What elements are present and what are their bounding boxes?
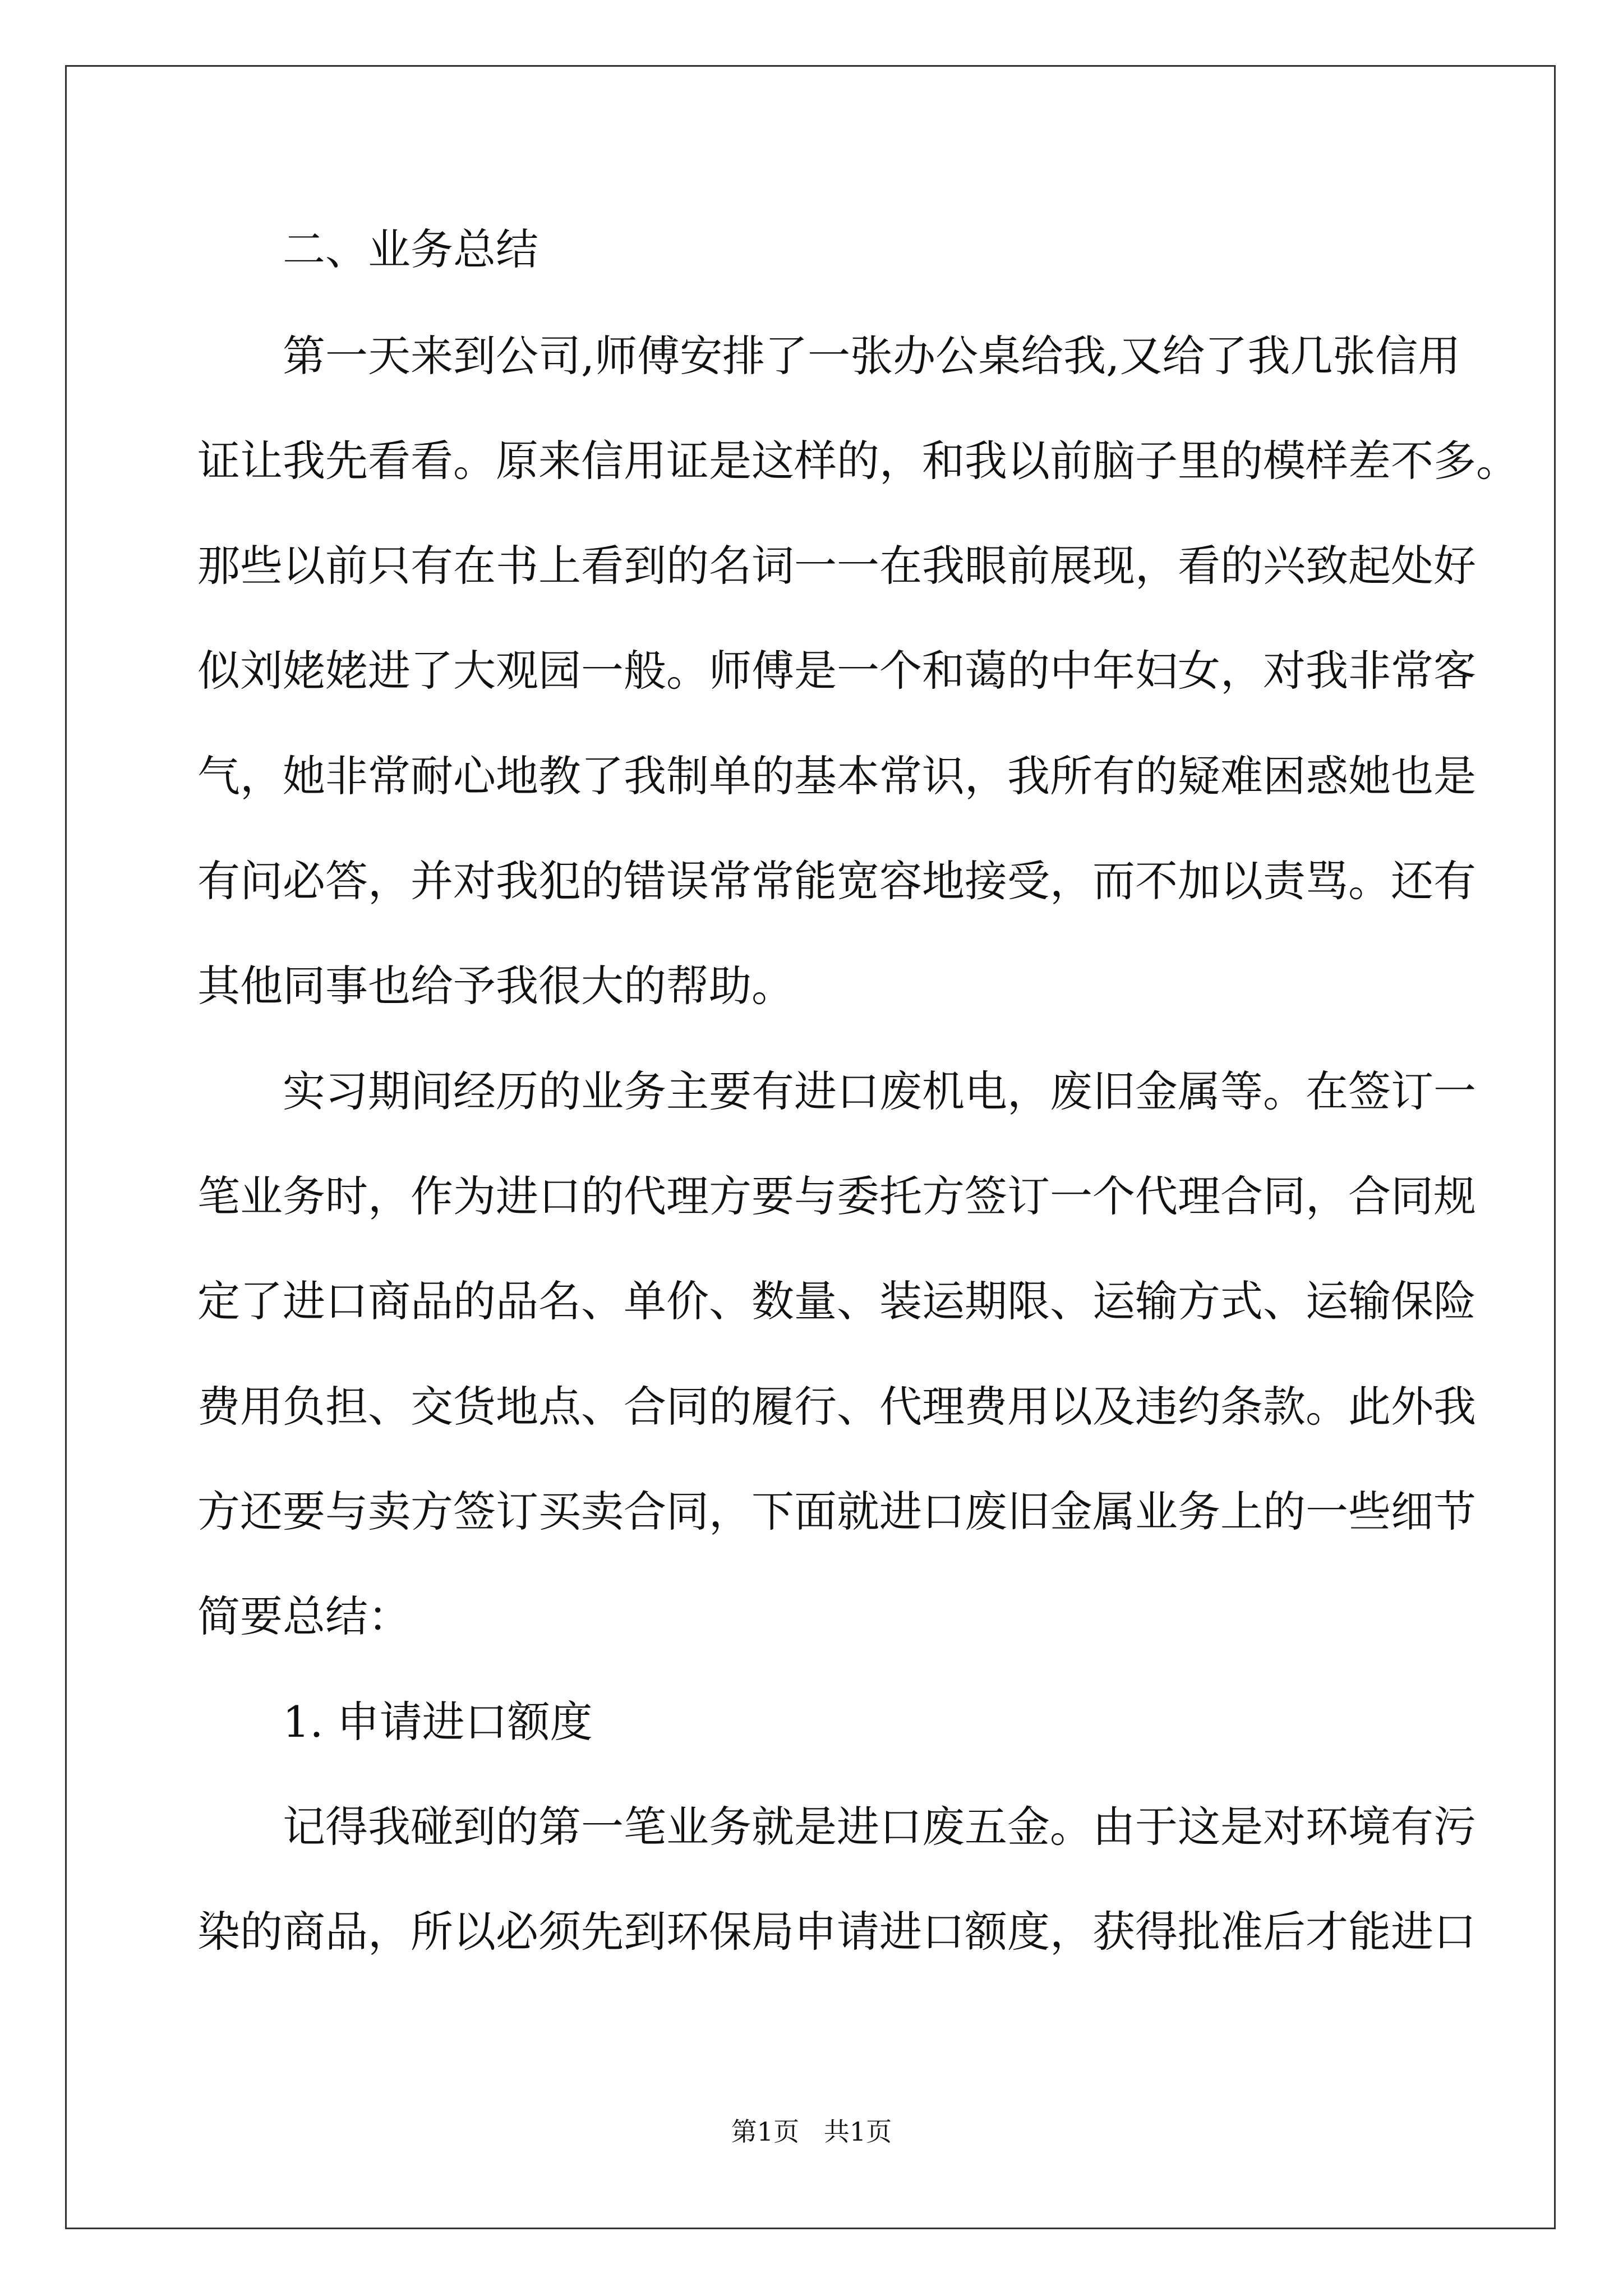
paragraph-2-line-5: 方还要与卖方签订买卖合同，下面就进口废旧金属业务上的一些细节 bbox=[197, 1487, 1476, 1536]
paragraph-1-line-3: 那些以前只有在书上看到的名词一一在我眼前展现，看的兴致起处好 bbox=[197, 541, 1476, 591]
paragraph-1-line-5: 气，她非常耐心地教了我制单的基本常识，我所有的疑难困惑她也是 bbox=[197, 751, 1476, 801]
subsection-heading: 1. 申请进口额度 bbox=[283, 1697, 593, 1747]
paragraph-2-line-4: 费用负担、交货地点、合同的履行、代理费用以及违约条款。此外我 bbox=[197, 1382, 1476, 1432]
paragraph-2-line-3: 定了进口商品的品名、单价、数量、装运期限、运输方式、运输保险 bbox=[197, 1276, 1476, 1326]
paragraph-1-line-2: 证让我先看看。原来信用证是这样的，和我以前脑子里的模样差不多。 bbox=[197, 436, 1519, 486]
section-heading: 二、业务总结 bbox=[283, 224, 538, 274]
paragraph-1-line-4: 似刘姥姥进了大观园一般。师傅是一个和蔼的中年妇女，对我非常客 bbox=[197, 646, 1476, 696]
paragraph-2-line-1: 实习期间经历的业务主要有进口废机电，废旧金属等。在签订一 bbox=[283, 1066, 1476, 1116]
paragraph-2-line-6: 简要总结： bbox=[197, 1591, 411, 1641]
paragraph-1-line-7: 其他同事也给予我很大的帮助。 bbox=[197, 961, 794, 1011]
page-footer: 第1页 共1页 bbox=[731, 2116, 892, 2147]
paragraph-2-line-2: 笔业务时，作为进口的代理方要与委托方签订一个代理合同，合同规 bbox=[197, 1171, 1476, 1221]
paragraph-3-line-2: 染的商品，所以必须先到环保局申请进口额度，获得批准后才能进口 bbox=[197, 1907, 1476, 1957]
paragraph-1-line-6: 有问必答，并对我犯的错误常常能宽容地接受，而不加以责骂。还有 bbox=[197, 856, 1476, 906]
paragraph-1-line-1: 第一天来到公司,师傅安排了一张办公桌给我,又给了我几张信用 bbox=[283, 331, 1461, 381]
paragraph-3-line-1: 记得我碰到的第一笔业务就是进口废五金。由于这是对环境有污 bbox=[283, 1802, 1476, 1852]
